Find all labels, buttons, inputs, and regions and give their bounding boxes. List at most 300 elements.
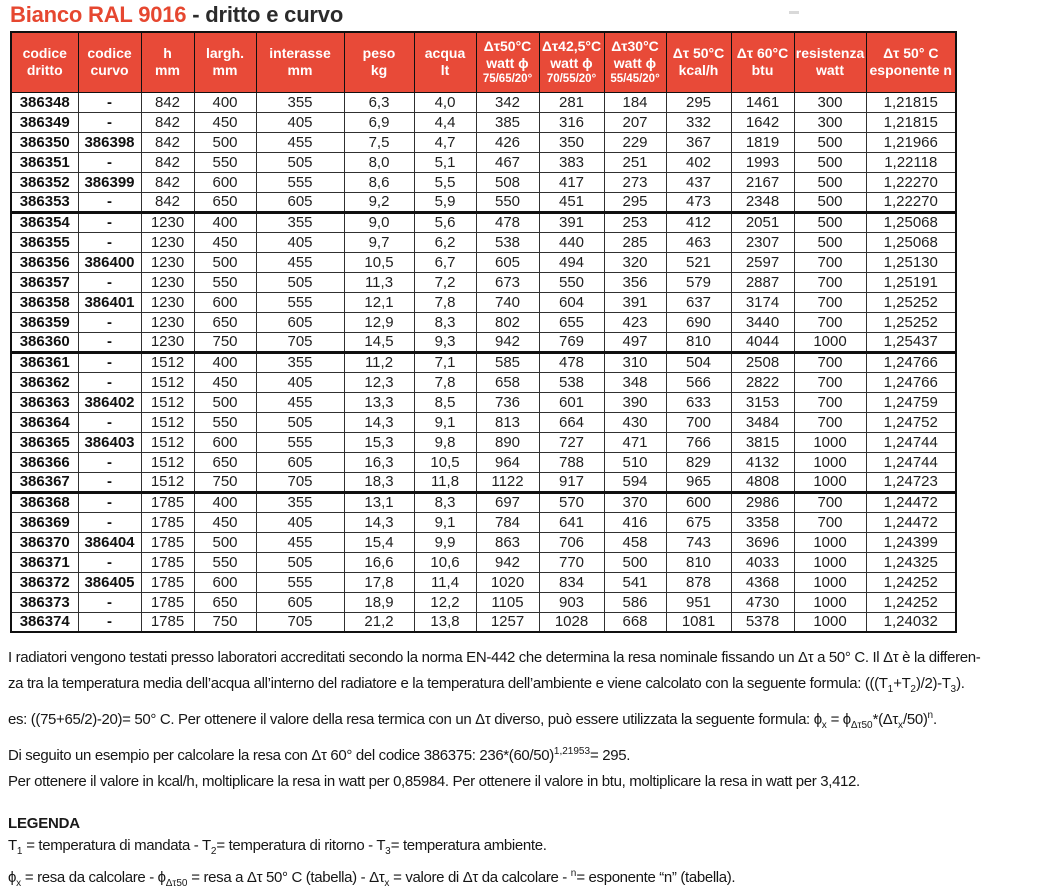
cell-codice-dritto: 386354 xyxy=(11,212,78,232)
cell-codice-curvo: - xyxy=(78,92,141,112)
cell-watt-dt30: 510 xyxy=(604,452,666,472)
cell-watt-dt50: 508 xyxy=(476,172,539,192)
legend-title: LEGENDA xyxy=(8,815,80,832)
cell-btu-dt60: 3153 xyxy=(731,392,794,412)
cell-h-mm: 1785 xyxy=(141,492,194,512)
cell-watt-dt30: 253 xyxy=(604,212,666,232)
cell-watt-dt50: 605 xyxy=(476,252,539,272)
cell-h-mm: 1230 xyxy=(141,312,194,332)
cell-watt-dt50: 697 xyxy=(476,492,539,512)
cell-esponente-n: 1,21815 xyxy=(866,92,956,112)
cell-watt-dt30: 586 xyxy=(604,592,666,612)
cell-resistenza-watt: 700 xyxy=(794,252,866,272)
cell-codice-curvo: - xyxy=(78,452,141,472)
cell-largh-mm: 500 xyxy=(194,392,256,412)
cell-acqua-lt: 4,7 xyxy=(414,132,476,152)
cell-largh-mm: 450 xyxy=(194,112,256,132)
cell-largh-mm: 450 xyxy=(194,372,256,392)
cell-h-mm: 1785 xyxy=(141,592,194,612)
cell-codice-dritto: 386360 xyxy=(11,332,78,352)
cell-watt-dt42-5: 383 xyxy=(539,152,604,172)
cell-h-mm: 842 xyxy=(141,172,194,192)
note-line: es: ((75+65/2)-20)= 50° C. Per ottenere il valore della resa termica con un Δτ diverso, può essere utilizzata la seguente formula: $\phi_x = \phi_{\Delta\tau 50}*(\Delta\tau_x/50)^n$. xyxy=(8,710,937,731)
cell-watt-dt50: 426 xyxy=(476,132,539,152)
cell-interasse-mm: 455 xyxy=(256,392,344,412)
cell-watt-dt50: 964 xyxy=(476,452,539,472)
cell-resistenza-watt: 500 xyxy=(794,172,866,192)
table-row xyxy=(11,552,956,572)
cell-interasse-mm: 705 xyxy=(256,332,344,352)
cell-watt-dt42-5: 550 xyxy=(539,272,604,292)
cell-watt-dt50: 736 xyxy=(476,392,539,412)
cell-codice-curvo: - xyxy=(78,272,141,292)
table-row xyxy=(11,212,956,232)
col-header-line: kg xyxy=(370,62,388,79)
cell-watt-dt30: 251 xyxy=(604,152,666,172)
cell-watt-dt30: 295 xyxy=(604,192,666,212)
cell-peso-kg: 11,2 xyxy=(344,352,414,372)
cell-codice-curvo: 386404 xyxy=(78,532,141,552)
cell-acqua-lt: 9,1 xyxy=(414,412,476,432)
cell-watt-dt30: 310 xyxy=(604,352,666,372)
cell-esponente-n: 1,24032 xyxy=(866,612,956,632)
cell-kcal-dt50: 743 xyxy=(666,532,731,552)
cell-peso-kg: 12,1 xyxy=(344,292,414,312)
cell-peso-kg: 9,7 xyxy=(344,232,414,252)
cell-codice-dritto: 386372 xyxy=(11,572,78,592)
cell-peso-kg: 16,3 xyxy=(344,452,414,472)
cell-watt-dt30: 500 xyxy=(604,552,666,572)
table-row xyxy=(11,572,956,592)
cell-kcal-dt50: 437 xyxy=(666,172,731,192)
cell-watt-dt42-5: 664 xyxy=(539,412,604,432)
table-row xyxy=(11,112,956,132)
cell-kcal-dt50: 600 xyxy=(666,492,731,512)
cell-codice-curvo: - xyxy=(78,492,141,512)
cell-codice-curvo: 386405 xyxy=(78,572,141,592)
cell-esponente-n: 1,25068 xyxy=(866,232,956,252)
col-header-line: btu xyxy=(751,62,774,79)
cell-largh-mm: 550 xyxy=(194,152,256,172)
cell-esponente-n: 1,24399 xyxy=(866,532,956,552)
cell-btu-dt60: 2307 xyxy=(731,232,794,252)
cell-watt-dt42-5: 641 xyxy=(539,512,604,532)
cell-watt-dt50: 467 xyxy=(476,152,539,172)
cell-watt-dt42-5: 769 xyxy=(539,332,604,352)
cell-kcal-dt50: 566 xyxy=(666,372,731,392)
cell-kcal-dt50: 637 xyxy=(666,292,731,312)
cell-peso-kg: 16,6 xyxy=(344,552,414,572)
cell-codice-curvo: - xyxy=(78,512,141,532)
cell-resistenza-watt: 1000 xyxy=(794,572,866,592)
table-row xyxy=(11,392,956,412)
cell-kcal-dt50: 829 xyxy=(666,452,731,472)
cell-watt-dt50: 673 xyxy=(476,272,539,292)
cell-largh-mm: 650 xyxy=(194,592,256,612)
cell-watt-dt42-5: 706 xyxy=(539,532,604,552)
table-row xyxy=(11,592,956,612)
cell-codice-dritto: 386370 xyxy=(11,532,78,552)
cell-watt-dt30: 348 xyxy=(604,372,666,392)
col-header-line: interasse xyxy=(269,45,331,62)
table-row xyxy=(11,532,956,552)
cell-largh-mm: 500 xyxy=(194,132,256,152)
radiator-spec-table xyxy=(10,31,957,633)
cell-watt-dt42-5: 727 xyxy=(539,432,604,452)
cell-acqua-lt: 6,7 xyxy=(414,252,476,272)
cell-watt-dt50: 942 xyxy=(476,552,539,572)
cell-interasse-mm: 455 xyxy=(256,132,344,152)
cell-watt-dt30: 391 xyxy=(604,292,666,312)
cell-watt-dt50: 1020 xyxy=(476,572,539,592)
cell-kcal-dt50: 675 xyxy=(666,512,731,532)
col-header-peso-kg xyxy=(344,32,414,92)
col-header-largh-mm xyxy=(194,32,256,92)
cell-btu-dt60: 3440 xyxy=(731,312,794,332)
cell-codice-dritto: 386363 xyxy=(11,392,78,412)
table-row xyxy=(11,132,956,152)
cell-watt-dt42-5: 440 xyxy=(539,232,604,252)
cell-esponente-n: 1,24252 xyxy=(866,592,956,612)
cell-watt-dt30: 370 xyxy=(604,492,666,512)
cell-interasse-mm: 355 xyxy=(256,352,344,372)
notes-block xyxy=(8,645,1063,795)
table-row xyxy=(11,332,956,352)
cell-largh-mm: 400 xyxy=(194,212,256,232)
table-row xyxy=(11,432,956,452)
cell-acqua-lt: 9,8 xyxy=(414,432,476,452)
cell-esponente-n: 1,24325 xyxy=(866,552,956,572)
cell-esponente-n: 1,24752 xyxy=(866,412,956,432)
cell-kcal-dt50: 332 xyxy=(666,112,731,132)
cell-peso-kg: 8,0 xyxy=(344,152,414,172)
cell-btu-dt60: 3174 xyxy=(731,292,794,312)
cell-watt-dt42-5: 451 xyxy=(539,192,604,212)
cell-interasse-mm: 555 xyxy=(256,292,344,312)
cell-acqua-lt: 6,2 xyxy=(414,232,476,252)
cell-watt-dt30: 668 xyxy=(604,612,666,632)
cell-codice-dritto: 386358 xyxy=(11,292,78,312)
cell-codice-dritto: 386357 xyxy=(11,272,78,292)
cell-btu-dt60: 2508 xyxy=(731,352,794,372)
cell-esponente-n: 1,24472 xyxy=(866,512,956,532)
cell-interasse-mm: 505 xyxy=(256,552,344,572)
cell-h-mm: 842 xyxy=(141,152,194,172)
table-row xyxy=(11,272,956,292)
cell-resistenza-watt: 1000 xyxy=(794,432,866,452)
cell-esponente-n: 1,24723 xyxy=(866,472,956,492)
cell-h-mm: 1785 xyxy=(141,532,194,552)
cell-peso-kg: 11,3 xyxy=(344,272,414,292)
col-header-line: 70/55/20° xyxy=(546,73,597,86)
cell-codice-curvo: - xyxy=(78,472,141,492)
cell-esponente-n: 1,24766 xyxy=(866,352,956,372)
cell-codice-curvo: 386400 xyxy=(78,252,141,272)
cell-peso-kg: 13,3 xyxy=(344,392,414,412)
page-title-suffix: - dritto e curvo xyxy=(186,2,344,27)
cell-peso-kg: 8,6 xyxy=(344,172,414,192)
cell-watt-dt42-5: 281 xyxy=(539,92,604,112)
cell-codice-dritto: 386359 xyxy=(11,312,78,332)
cell-peso-kg: 18,9 xyxy=(344,592,414,612)
table-row xyxy=(11,492,956,512)
cell-h-mm: 1785 xyxy=(141,552,194,572)
cell-esponente-n: 1,24744 xyxy=(866,432,956,452)
cell-codice-curvo: - xyxy=(78,372,141,392)
cell-peso-kg: 9,2 xyxy=(344,192,414,212)
cell-codice-dritto: 386374 xyxy=(11,612,78,632)
col-header-watt-dt30 xyxy=(604,32,666,92)
cell-watt-dt50: 585 xyxy=(476,352,539,372)
cell-acqua-lt: 9,9 xyxy=(414,532,476,552)
cell-acqua-lt: 7,8 xyxy=(414,292,476,312)
cell-largh-mm: 500 xyxy=(194,532,256,552)
cell-codice-curvo: - xyxy=(78,612,141,632)
cell-resistenza-watt: 1000 xyxy=(794,472,866,492)
col-header-resistenza-watt xyxy=(794,32,866,92)
cell-acqua-lt: 7,1 xyxy=(414,352,476,372)
cell-h-mm: 1230 xyxy=(141,332,194,352)
cell-codice-dritto: 386352 xyxy=(11,172,78,192)
cell-kcal-dt50: 412 xyxy=(666,212,731,232)
cell-codice-dritto: 386355 xyxy=(11,232,78,252)
cell-watt-dt50: 740 xyxy=(476,292,539,312)
col-header-codice-dritto xyxy=(11,32,78,92)
cell-interasse-mm: 605 xyxy=(256,192,344,212)
col-header-line: watt xyxy=(816,62,844,79)
cell-watt-dt50: 784 xyxy=(476,512,539,532)
cell-h-mm: 842 xyxy=(141,192,194,212)
table-row xyxy=(11,152,956,172)
cell-peso-kg: 12,3 xyxy=(344,372,414,392)
col-header-line: dritto xyxy=(26,62,63,79)
cell-kcal-dt50: 521 xyxy=(666,252,731,272)
cell-acqua-lt: 9,1 xyxy=(414,512,476,532)
cell-largh-mm: 600 xyxy=(194,292,256,312)
cell-resistenza-watt: 500 xyxy=(794,152,866,172)
table-row xyxy=(11,412,956,432)
cell-acqua-lt: 5,6 xyxy=(414,212,476,232)
cell-peso-kg: 17,8 xyxy=(344,572,414,592)
header-row xyxy=(11,32,956,92)
cell-codice-dritto: 386353 xyxy=(11,192,78,212)
cell-h-mm: 1785 xyxy=(141,512,194,532)
cell-largh-mm: 400 xyxy=(194,352,256,372)
cell-codice-dritto: 386373 xyxy=(11,592,78,612)
table-row xyxy=(11,352,956,372)
col-header-line: mm xyxy=(212,62,238,79)
cell-kcal-dt50: 579 xyxy=(666,272,731,292)
cell-peso-kg: 9,0 xyxy=(344,212,414,232)
cell-resistenza-watt: 700 xyxy=(794,352,866,372)
cell-watt-dt30: 430 xyxy=(604,412,666,432)
cell-codice-dritto: 386349 xyxy=(11,112,78,132)
cell-btu-dt60: 4368 xyxy=(731,572,794,592)
col-header-line: esponente n xyxy=(869,62,952,79)
col-header-watt-dt42-5 xyxy=(539,32,604,92)
cell-resistenza-watt: 700 xyxy=(794,492,866,512)
cell-largh-mm: 500 xyxy=(194,252,256,272)
cell-watt-dt42-5: 655 xyxy=(539,312,604,332)
cell-codice-dritto: 386361 xyxy=(11,352,78,372)
cell-watt-dt30: 416 xyxy=(604,512,666,532)
col-header-line: watt ϕ xyxy=(550,55,593,72)
cell-resistenza-watt: 700 xyxy=(794,292,866,312)
cell-largh-mm: 650 xyxy=(194,452,256,472)
col-header-h-mm xyxy=(141,32,194,92)
cell-codice-dritto: 386348 xyxy=(11,92,78,112)
cell-resistenza-watt: 700 xyxy=(794,372,866,392)
cell-h-mm: 1512 xyxy=(141,392,194,412)
cell-peso-kg: 12,9 xyxy=(344,312,414,332)
cell-codice-dritto: 386368 xyxy=(11,492,78,512)
cell-btu-dt60: 3484 xyxy=(731,412,794,432)
cell-acqua-lt: 9,3 xyxy=(414,332,476,352)
cell-watt-dt30: 471 xyxy=(604,432,666,452)
cell-resistenza-watt: 700 xyxy=(794,392,866,412)
cell-btu-dt60: 4730 xyxy=(731,592,794,612)
table-row xyxy=(11,452,956,472)
cell-esponente-n: 1,21966 xyxy=(866,132,956,152)
cell-watt-dt42-5: 1028 xyxy=(539,612,604,632)
cell-watt-dt50: 1257 xyxy=(476,612,539,632)
cell-btu-dt60: 3358 xyxy=(731,512,794,532)
cell-interasse-mm: 405 xyxy=(256,372,344,392)
cell-peso-kg: 14,3 xyxy=(344,512,414,532)
cell-acqua-lt: 5,1 xyxy=(414,152,476,172)
cell-interasse-mm: 405 xyxy=(256,512,344,532)
cell-btu-dt60: 2887 xyxy=(731,272,794,292)
col-header-line: acqua xyxy=(424,45,466,62)
cell-acqua-lt: 11,4 xyxy=(414,572,476,592)
cell-watt-dt42-5: 770 xyxy=(539,552,604,572)
cell-peso-kg: 18,3 xyxy=(344,472,414,492)
cell-peso-kg: 10,5 xyxy=(344,252,414,272)
cell-codice-curvo: 386402 xyxy=(78,392,141,412)
cell-esponente-n: 1,24472 xyxy=(866,492,956,512)
table-row xyxy=(11,252,956,272)
cell-watt-dt50: 342 xyxy=(476,92,539,112)
cell-largh-mm: 450 xyxy=(194,232,256,252)
col-header-esponente-n xyxy=(866,32,956,92)
col-header-line: watt ϕ xyxy=(613,55,657,72)
cell-esponente-n: 1,22270 xyxy=(866,192,956,212)
cell-interasse-mm: 505 xyxy=(256,152,344,172)
cell-h-mm: 1230 xyxy=(141,292,194,312)
cell-watt-dt50: 478 xyxy=(476,212,539,232)
cell-watt-dt30: 207 xyxy=(604,112,666,132)
cell-interasse-mm: 455 xyxy=(256,532,344,552)
cell-btu-dt60: 5378 xyxy=(731,612,794,632)
note-line: Per ottenere il valore in kcal/h, moltiplicare la resa in watt per 0,85984. Per ottenere il valore in btu, moltiplicare la resa in watt per 3,412. xyxy=(8,773,860,790)
cell-codice-curvo: - xyxy=(78,212,141,232)
cell-watt-dt50: 1105 xyxy=(476,592,539,612)
cell-resistenza-watt: 500 xyxy=(794,132,866,152)
cell-kcal-dt50: 690 xyxy=(666,312,731,332)
scan-artifact-dash xyxy=(789,11,799,14)
cell-watt-dt42-5: 478 xyxy=(539,352,604,372)
cell-peso-kg: 21,2 xyxy=(344,612,414,632)
cell-btu-dt60: 4808 xyxy=(731,472,794,492)
cell-interasse-mm: 705 xyxy=(256,612,344,632)
cell-interasse-mm: 705 xyxy=(256,472,344,492)
table-row xyxy=(11,372,956,392)
cell-resistenza-watt: 500 xyxy=(794,192,866,212)
cell-watt-dt42-5: 788 xyxy=(539,452,604,472)
cell-h-mm: 842 xyxy=(141,92,194,112)
cell-watt-dt42-5: 834 xyxy=(539,572,604,592)
cell-watt-dt42-5: 350 xyxy=(539,132,604,152)
cell-btu-dt60: 4044 xyxy=(731,332,794,352)
cell-watt-dt30: 458 xyxy=(604,532,666,552)
cell-codice-dritto: 386350 xyxy=(11,132,78,152)
cell-h-mm: 1512 xyxy=(141,372,194,392)
cell-btu-dt60: 2597 xyxy=(731,252,794,272)
col-header-btu-dt60 xyxy=(731,32,794,92)
cell-resistenza-watt: 700 xyxy=(794,272,866,292)
cell-codice-curvo: - xyxy=(78,592,141,612)
cell-watt-dt50: 385 xyxy=(476,112,539,132)
cell-kcal-dt50: 810 xyxy=(666,552,731,572)
cell-watt-dt42-5: 494 xyxy=(539,252,604,272)
cell-interasse-mm: 505 xyxy=(256,272,344,292)
table-row xyxy=(11,612,956,632)
table-row xyxy=(11,92,956,112)
cell-h-mm: 842 xyxy=(141,112,194,132)
cell-watt-dt42-5: 538 xyxy=(539,372,604,392)
col-header-acqua-lt xyxy=(414,32,476,92)
cell-btu-dt60: 1819 xyxy=(731,132,794,152)
cell-watt-dt50: 658 xyxy=(476,372,539,392)
cell-codice-dritto: 386371 xyxy=(11,552,78,572)
legend-block xyxy=(8,815,1063,895)
cell-btu-dt60: 2167 xyxy=(731,172,794,192)
cell-acqua-lt: 7,2 xyxy=(414,272,476,292)
cell-codice-curvo: - xyxy=(78,552,141,572)
cell-peso-kg: 15,3 xyxy=(344,432,414,452)
cell-esponente-n: 1,22118 xyxy=(866,152,956,172)
col-header-interasse-mm xyxy=(256,32,344,92)
cell-watt-dt42-5: 601 xyxy=(539,392,604,412)
cell-esponente-n: 1,24766 xyxy=(866,372,956,392)
legend-line: $T_1$ = temperatura di mandata - $T_2=$ temperatura di ritorno - $T_3=$ temperatura ambiente. xyxy=(8,837,547,857)
cell-kcal-dt50: 295 xyxy=(666,92,731,112)
cell-acqua-lt: 5,5 xyxy=(414,172,476,192)
cell-watt-dt50: 550 xyxy=(476,192,539,212)
table-row xyxy=(11,472,956,492)
cell-interasse-mm: 605 xyxy=(256,312,344,332)
cell-btu-dt60: 3696 xyxy=(731,532,794,552)
cell-peso-kg: 14,5 xyxy=(344,332,414,352)
col-header-line: peso xyxy=(362,45,396,62)
col-header-line: mm xyxy=(287,62,313,79)
cell-interasse-mm: 405 xyxy=(256,112,344,132)
cell-btu-dt60: 1461 xyxy=(731,92,794,112)
cell-watt-dt42-5: 903 xyxy=(539,592,604,612)
table-row xyxy=(11,512,956,532)
table-row xyxy=(11,292,956,312)
cell-btu-dt60: 4132 xyxy=(731,452,794,472)
note-line: Di seguito un esempio per calcolare la resa con Δτ 60° del codice 386375: $236*(60/50)^{1,21953}= 295$. xyxy=(8,746,631,764)
table-row xyxy=(11,312,956,332)
cell-resistenza-watt: 700 xyxy=(794,512,866,532)
cell-resistenza-watt: 1000 xyxy=(794,452,866,472)
cell-interasse-mm: 405 xyxy=(256,232,344,252)
cell-resistenza-watt: 1000 xyxy=(794,552,866,572)
cell-btu-dt60: 4033 xyxy=(731,552,794,572)
cell-watt-dt30: 497 xyxy=(604,332,666,352)
cell-kcal-dt50: 367 xyxy=(666,132,731,152)
